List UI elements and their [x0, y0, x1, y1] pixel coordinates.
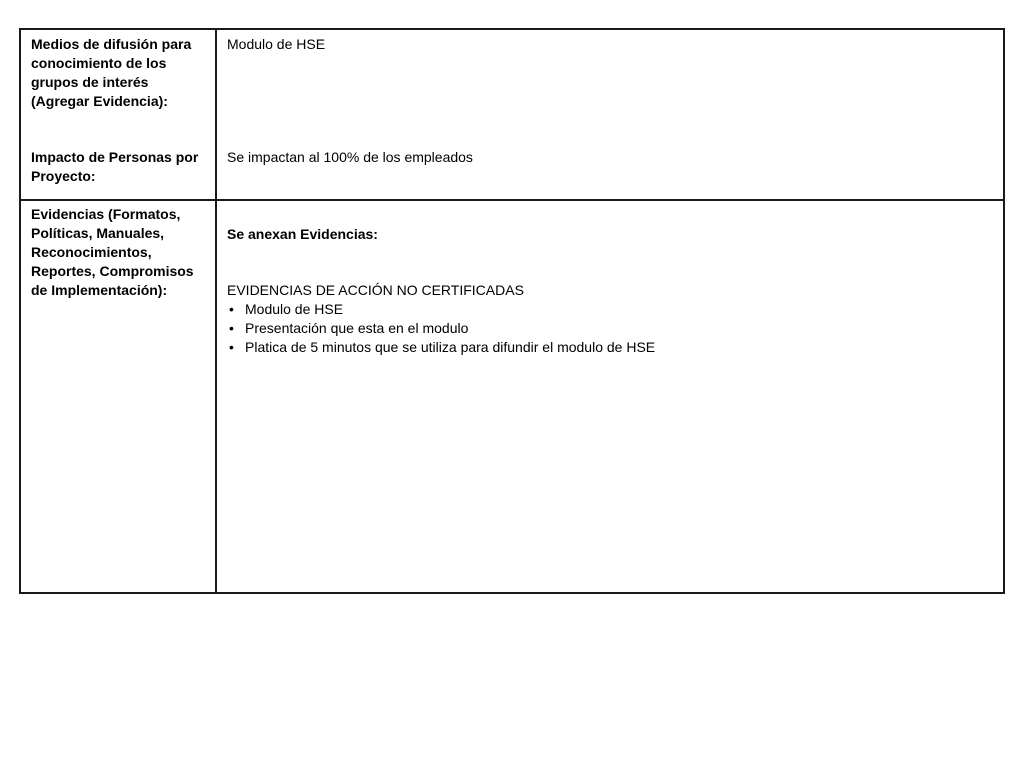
list-item: • Presentación que esta en el modulo	[227, 319, 987, 338]
evidencias-section-title: EVIDENCIAS DE ACCIÓN NO CERTIFICADAS	[227, 282, 524, 298]
evidence-table	[19, 28, 1005, 594]
anexan-evidencias-heading: Se anexan Evidencias:	[227, 226, 378, 242]
evidencias-list	[227, 300, 987, 357]
table-row-evidencias	[21, 201, 1003, 592]
column-divider	[215, 30, 217, 199]
evidencias-label: Evidencias (Formatos, Políticas, Manuales, Reconocimientos, Reportes, Compromisos de Implementación):	[31, 206, 194, 298]
impacto-personas-label: Impacto de Personas por Proyecto:	[31, 149, 199, 184]
table-row-medios-impacto	[21, 30, 1003, 201]
medios-difusion-label: Medios de difusión para conocimiento de los grupos de interés (Agregar Evidencia):	[31, 36, 192, 109]
list-item: • Platica de 5 minutos que se utiliza para difundir el modulo de HSE	[227, 338, 987, 357]
impacto-personas-value: Se impactan al 100% de los empleados	[227, 149, 473, 165]
list-item: • Modulo de HSE	[227, 300, 987, 319]
medios-difusion-value: Modulo de HSE	[227, 36, 326, 52]
column-divider	[215, 201, 217, 592]
